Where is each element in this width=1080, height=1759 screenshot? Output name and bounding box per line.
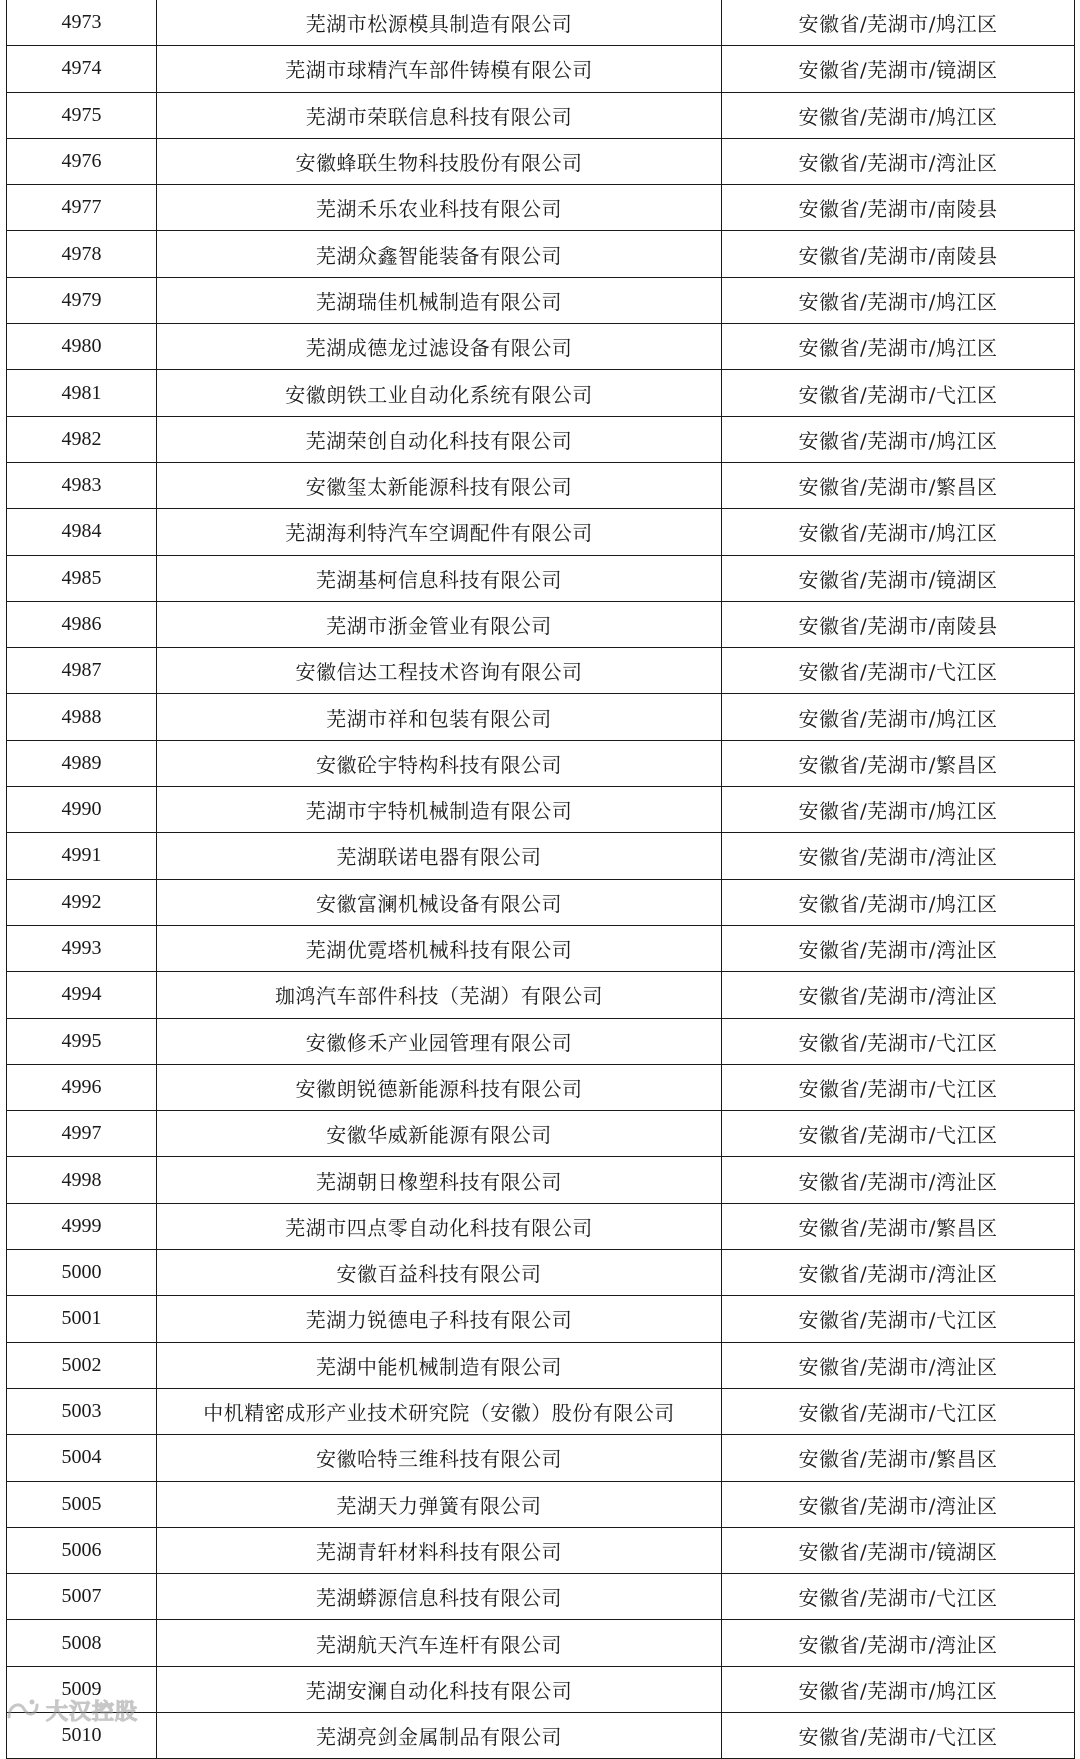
company-region: 安徽省/芜湖市/镜湖区 xyxy=(722,1527,1075,1573)
row-number: 4980 xyxy=(7,324,157,370)
table-row xyxy=(7,46,1075,92)
company-name: 芜湖青轩材料科技有限公司 xyxy=(157,1527,722,1573)
row-number: 5001 xyxy=(7,1296,157,1342)
row-number: 4998 xyxy=(7,1157,157,1203)
row-number: 5007 xyxy=(7,1574,157,1620)
row-number: 5005 xyxy=(7,1481,157,1527)
table-row xyxy=(7,1250,1075,1296)
company-name: 安徽富澜机械设备有限公司 xyxy=(157,879,722,925)
company-region: 安徽省/芜湖市/鸠江区 xyxy=(722,1666,1075,1712)
row-number: 4996 xyxy=(7,1064,157,1110)
company-region: 安徽省/芜湖市/弋江区 xyxy=(722,1388,1075,1434)
row-number: 4992 xyxy=(7,879,157,925)
row-number: 4991 xyxy=(7,833,157,879)
company-region: 安徽省/芜湖市/鸠江区 xyxy=(722,879,1075,925)
company-name: 芜湖成德龙过滤设备有限公司 xyxy=(157,324,722,370)
row-number: 5009 xyxy=(7,1666,157,1712)
table-row xyxy=(7,555,1075,601)
company-name: 芜湖基柯信息科技有限公司 xyxy=(157,555,722,601)
table-row xyxy=(7,462,1075,508)
table-row xyxy=(7,1157,1075,1203)
company-name: 芜湖蟒源信息科技有限公司 xyxy=(157,1574,722,1620)
company-name: 安徽朗铁工业自动化系统有限公司 xyxy=(157,370,722,416)
company-name: 珈鸿汽车部件科技（芜湖）有限公司 xyxy=(157,972,722,1018)
table-row xyxy=(7,601,1075,647)
row-number: 4978 xyxy=(7,231,157,277)
table-row xyxy=(7,370,1075,416)
company-region: 安徽省/芜湖市/弋江区 xyxy=(722,1296,1075,1342)
company-region: 安徽省/芜湖市/鸠江区 xyxy=(722,787,1075,833)
company-region: 安徽省/芜湖市/南陵县 xyxy=(722,185,1075,231)
row-number: 4979 xyxy=(7,277,157,323)
table-row xyxy=(7,1666,1075,1712)
company-name: 芜湖市浙金管业有限公司 xyxy=(157,601,722,647)
company-name: 安徽玺太新能源科技有限公司 xyxy=(157,462,722,508)
company-name: 芜湖众鑫智能装备有限公司 xyxy=(157,231,722,277)
company-region: 安徽省/芜湖市/湾沚区 xyxy=(722,925,1075,971)
company-region: 安徽省/芜湖市/湾沚区 xyxy=(722,138,1075,184)
company-region: 安徽省/芜湖市/弋江区 xyxy=(722,1574,1075,1620)
table-row xyxy=(7,879,1075,925)
company-list-table xyxy=(6,0,1075,1759)
company-name: 芜湖市祥和包装有限公司 xyxy=(157,694,722,740)
watermark-text: 大汉控股 xyxy=(46,1699,139,1725)
company-region: 安徽省/芜湖市/湾沚区 xyxy=(722,1157,1075,1203)
company-region: 安徽省/芜湖市/繁昌区 xyxy=(722,1203,1075,1249)
company-region: 安徽省/芜湖市/南陵县 xyxy=(722,231,1075,277)
company-region: 安徽省/芜湖市/弋江区 xyxy=(722,1064,1075,1110)
company-region: 安徽省/芜湖市/湾沚区 xyxy=(722,1620,1075,1666)
company-name: 芜湖优霓塔机械科技有限公司 xyxy=(157,925,722,971)
company-name: 安徽砼宇特构科技有限公司 xyxy=(157,740,722,786)
table-row xyxy=(7,1481,1075,1527)
company-region: 安徽省/芜湖市/湾沚区 xyxy=(722,1481,1075,1527)
company-name: 芜湖市松源模具制造有限公司 xyxy=(157,0,722,46)
company-name: 芜湖力锐德电子科技有限公司 xyxy=(157,1296,722,1342)
company-region: 安徽省/芜湖市/镜湖区 xyxy=(722,46,1075,92)
table-row xyxy=(7,1388,1075,1434)
company-name: 芜湖海利特汽车空调配件有限公司 xyxy=(157,509,722,555)
company-region: 安徽省/芜湖市/繁昌区 xyxy=(722,1435,1075,1481)
company-name: 芜湖亮剑金属制品有限公司 xyxy=(157,1712,722,1758)
table-row xyxy=(7,694,1075,740)
table-row xyxy=(7,509,1075,555)
company-region: 安徽省/芜湖市/繁昌区 xyxy=(722,740,1075,786)
row-number: 4988 xyxy=(7,694,157,740)
company-name: 安徽朗锐德新能源科技有限公司 xyxy=(157,1064,722,1110)
row-number: 5006 xyxy=(7,1527,157,1573)
row-number: 4984 xyxy=(7,509,157,555)
company-name: 芜湖市四点零自动化科技有限公司 xyxy=(157,1203,722,1249)
company-region: 安徽省/芜湖市/鸠江区 xyxy=(722,0,1075,46)
table-row xyxy=(7,185,1075,231)
company-region: 安徽省/芜湖市/湾沚区 xyxy=(722,1250,1075,1296)
company-name: 安徽哈特三维科技有限公司 xyxy=(157,1435,722,1481)
company-name: 芜湖市宇特机械制造有限公司 xyxy=(157,787,722,833)
company-name: 芜湖瑞佳机械制造有限公司 xyxy=(157,277,722,323)
company-region: 安徽省/芜湖市/鸠江区 xyxy=(722,324,1075,370)
company-region: 安徽省/芜湖市/湾沚区 xyxy=(722,972,1075,1018)
table-row xyxy=(7,138,1075,184)
table-row xyxy=(7,324,1075,370)
table-row xyxy=(7,833,1075,879)
company-region: 安徽省/芜湖市/鸠江区 xyxy=(722,92,1075,138)
company-region: 安徽省/芜湖市/繁昌区 xyxy=(722,462,1075,508)
row-number: 4995 xyxy=(7,1018,157,1064)
row-number: 4975 xyxy=(7,92,157,138)
company-name: 安徽蜂联生物科技股份有限公司 xyxy=(157,138,722,184)
table-row xyxy=(7,648,1075,694)
company-name: 安徽华威新能源有限公司 xyxy=(157,1111,722,1157)
company-region: 安徽省/芜湖市/南陵县 xyxy=(722,601,1075,647)
row-number: 4974 xyxy=(7,46,157,92)
company-name: 芜湖天力弹簧有限公司 xyxy=(157,1481,722,1527)
row-number: 5004 xyxy=(7,1435,157,1481)
row-number: 4977 xyxy=(7,185,157,231)
table-row xyxy=(7,416,1075,462)
table-row xyxy=(7,1111,1075,1157)
company-name: 芜湖市球精汽车部件铸模有限公司 xyxy=(157,46,722,92)
company-list-body xyxy=(7,0,1075,1759)
row-number: 5008 xyxy=(7,1620,157,1666)
row-number: 4987 xyxy=(7,648,157,694)
document-page xyxy=(6,0,1074,1750)
row-number: 4985 xyxy=(7,555,157,601)
table-row xyxy=(7,1342,1075,1388)
row-number: 4989 xyxy=(7,740,157,786)
company-name: 芜湖朝日橡塑科技有限公司 xyxy=(157,1157,722,1203)
row-number: 4986 xyxy=(7,601,157,647)
company-region: 安徽省/芜湖市/鸠江区 xyxy=(722,509,1075,555)
company-name: 芜湖市荣联信息科技有限公司 xyxy=(157,92,722,138)
row-number: 4976 xyxy=(7,138,157,184)
company-name: 芜湖中能机械制造有限公司 xyxy=(157,1342,722,1388)
row-number: 4982 xyxy=(7,416,157,462)
table-row xyxy=(7,1296,1075,1342)
table-row xyxy=(7,1435,1075,1481)
row-number: 4981 xyxy=(7,370,157,416)
table-row xyxy=(7,1203,1075,1249)
company-region: 安徽省/芜湖市/鸠江区 xyxy=(722,416,1075,462)
table-row xyxy=(7,231,1075,277)
company-name: 芜湖禾乐农业科技有限公司 xyxy=(157,185,722,231)
company-region: 安徽省/芜湖市/弋江区 xyxy=(722,1111,1075,1157)
table-row xyxy=(7,1620,1075,1666)
row-number: 5002 xyxy=(7,1342,157,1388)
table-row xyxy=(7,1574,1075,1620)
table-row xyxy=(7,740,1075,786)
row-number: 5003 xyxy=(7,1388,157,1434)
table-row xyxy=(7,92,1075,138)
table-row xyxy=(7,972,1075,1018)
company-region: 安徽省/芜湖市/弋江区 xyxy=(722,1018,1075,1064)
row-number: 5010 xyxy=(7,1712,157,1758)
company-name: 芜湖联诺电器有限公司 xyxy=(157,833,722,879)
table-row xyxy=(7,787,1075,833)
company-name: 安徽修禾产业园管理有限公司 xyxy=(157,1018,722,1064)
company-name: 芜湖荣创自动化科技有限公司 xyxy=(157,416,722,462)
table-row xyxy=(7,0,1075,46)
company-region: 安徽省/芜湖市/鸠江区 xyxy=(722,277,1075,323)
company-region: 安徽省/芜湖市/鸠江区 xyxy=(722,694,1075,740)
table-row xyxy=(7,277,1075,323)
company-name: 安徽信达工程技术咨询有限公司 xyxy=(157,648,722,694)
table-row xyxy=(7,1712,1075,1758)
table-row xyxy=(7,925,1075,971)
company-region: 安徽省/芜湖市/弋江区 xyxy=(722,648,1075,694)
row-number: 4973 xyxy=(7,0,157,46)
company-region: 安徽省/芜湖市/弋江区 xyxy=(722,1712,1075,1758)
company-name: 安徽百益科技有限公司 xyxy=(157,1250,722,1296)
table-row xyxy=(7,1527,1075,1573)
company-region: 安徽省/芜湖市/湾沚区 xyxy=(722,1342,1075,1388)
company-region: 安徽省/芜湖市/湾沚区 xyxy=(722,833,1075,879)
row-number: 4990 xyxy=(7,787,157,833)
company-name: 芜湖安澜自动化科技有限公司 xyxy=(157,1666,722,1712)
company-name: 芜湖航天汽车连杆有限公司 xyxy=(157,1620,722,1666)
row-number: 4994 xyxy=(7,972,157,1018)
row-number: 4993 xyxy=(7,925,157,971)
row-number: 4999 xyxy=(7,1203,157,1249)
company-region: 安徽省/芜湖市/弋江区 xyxy=(722,370,1075,416)
row-number: 4997 xyxy=(7,1111,157,1157)
table-row xyxy=(7,1018,1075,1064)
table-row xyxy=(7,1064,1075,1110)
row-number: 4983 xyxy=(7,462,157,508)
row-number: 5000 xyxy=(7,1250,157,1296)
company-name: 中机精密成形产业技术研究院（安徽）股份有限公司 xyxy=(157,1388,722,1434)
company-region: 安徽省/芜湖市/镜湖区 xyxy=(722,555,1075,601)
